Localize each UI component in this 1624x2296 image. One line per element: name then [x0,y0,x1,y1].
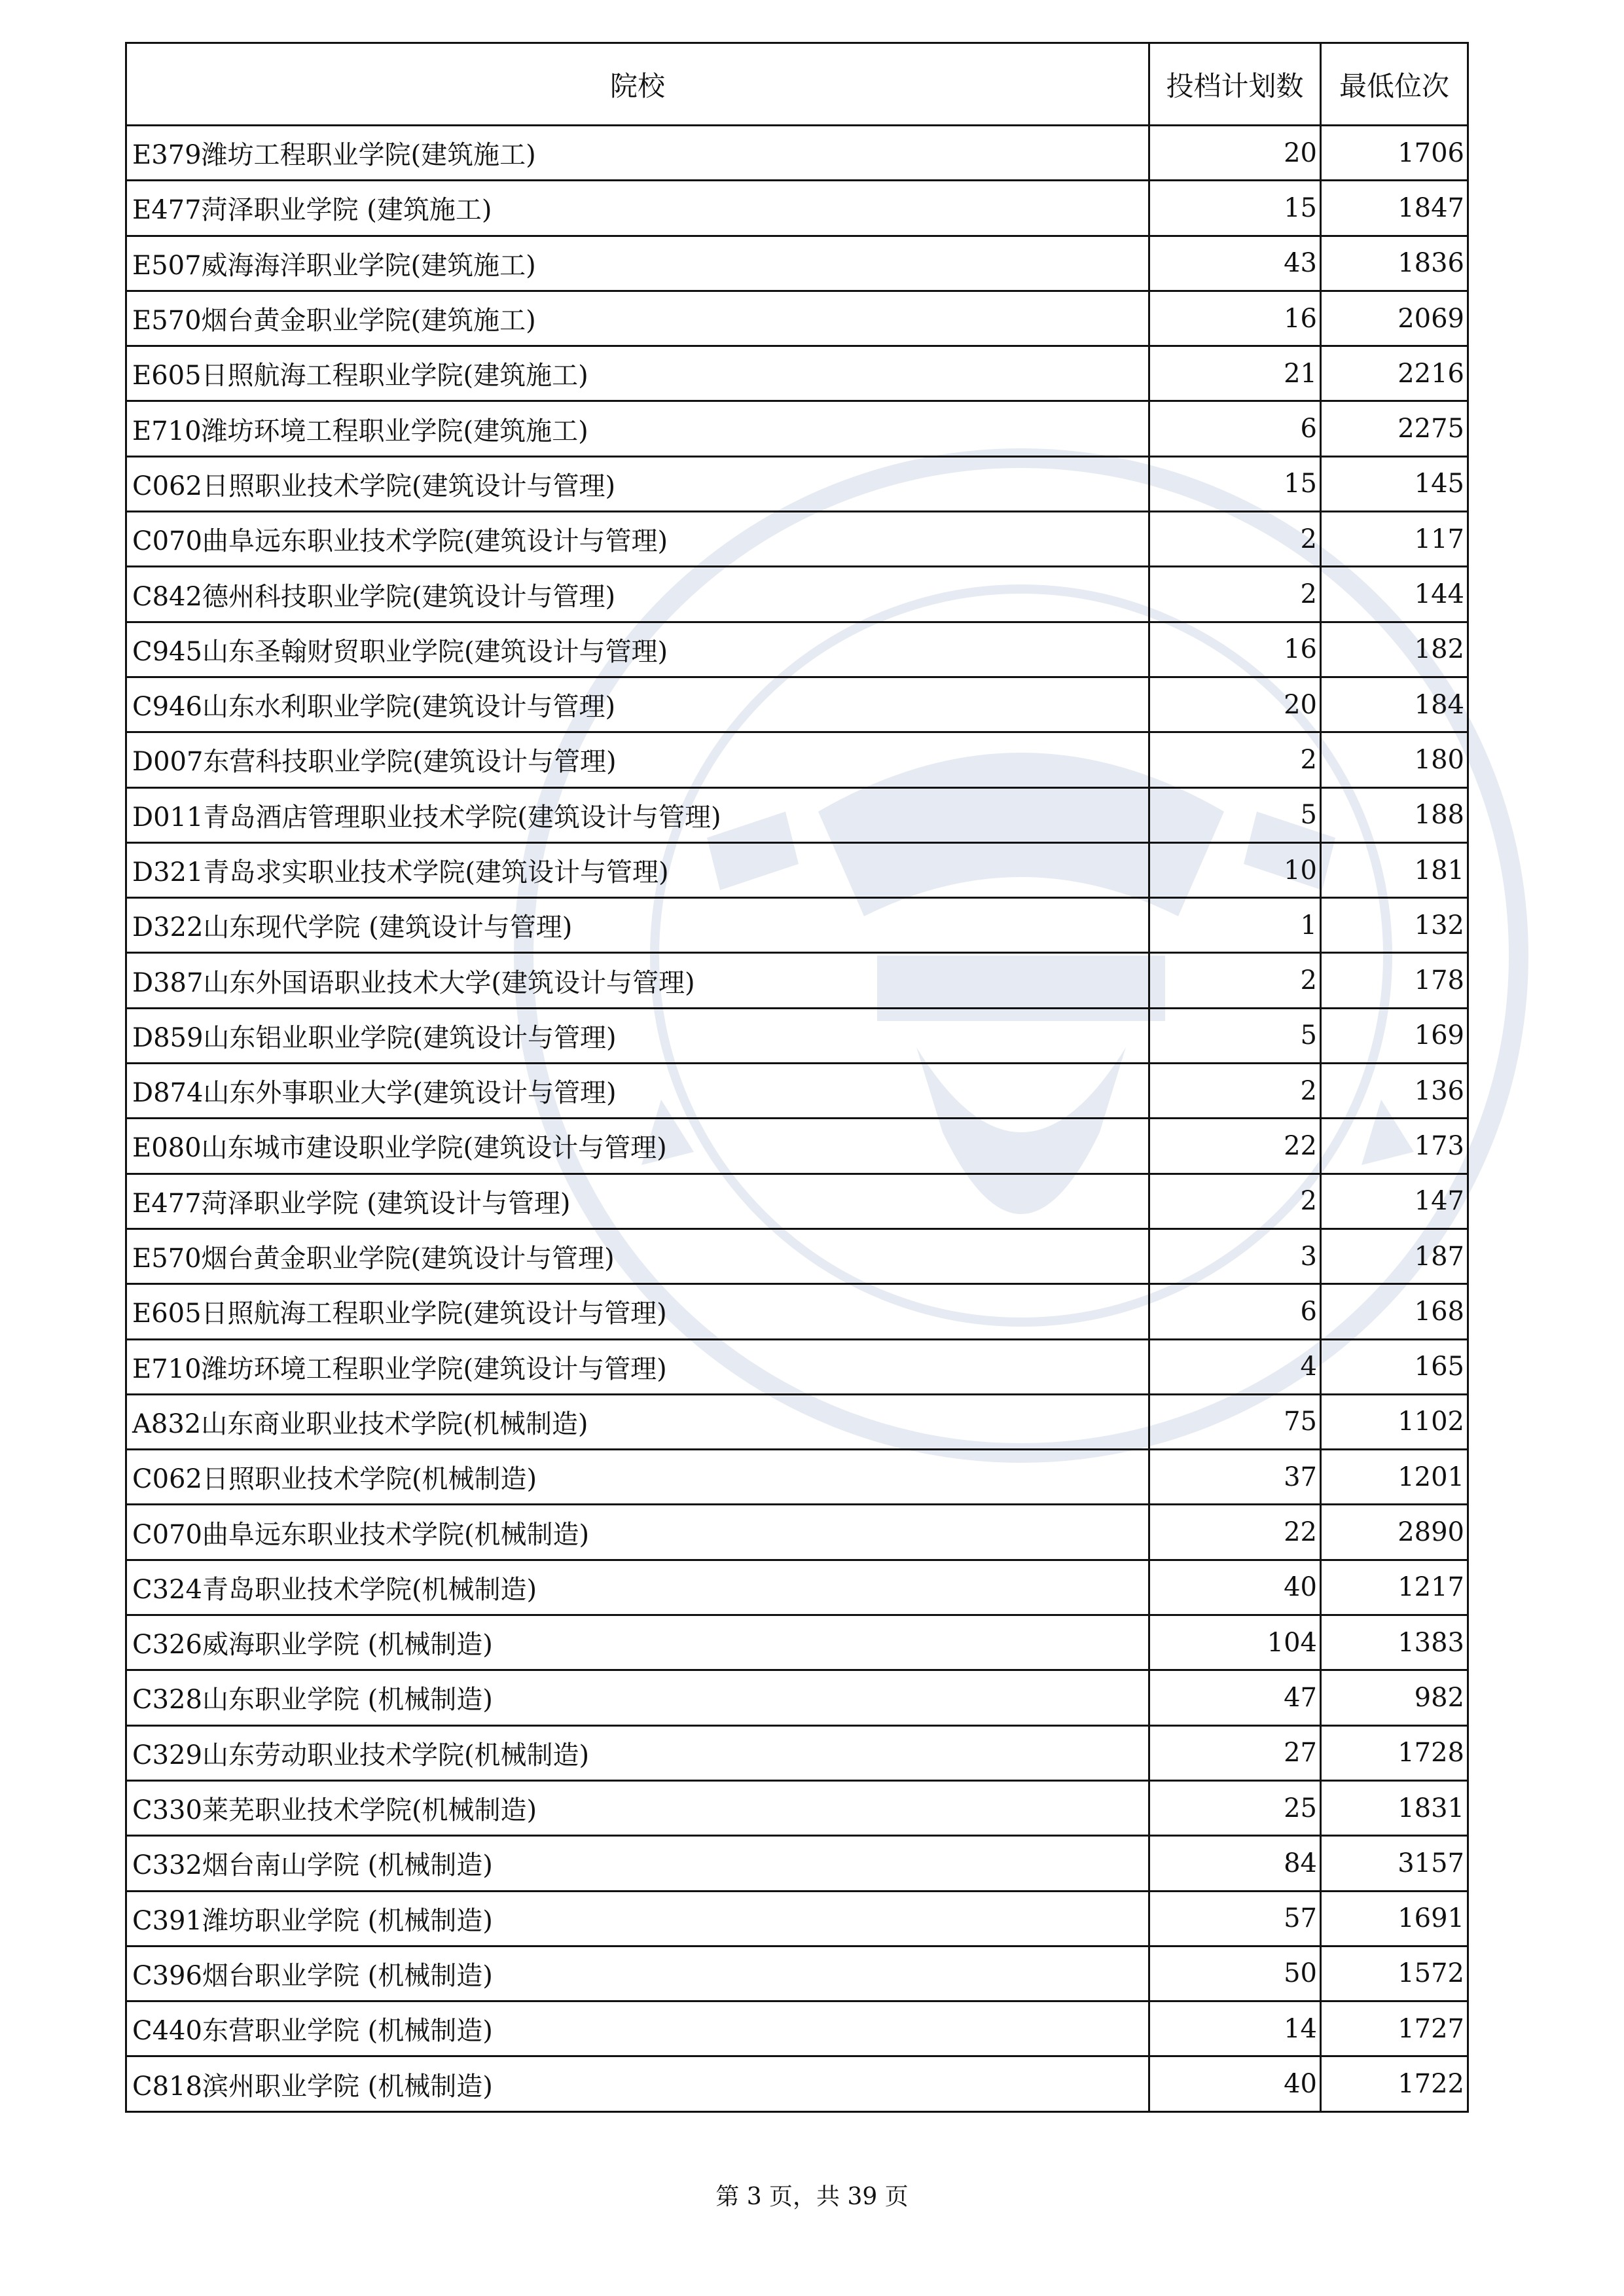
plan-count-cell: 47 [1149,1670,1321,1725]
school-name-cell: E477菏泽职业学院 (建筑施工) [126,181,1149,236]
plan-count-cell: 20 [1149,126,1321,181]
min-rank-cell: 132 [1321,898,1468,953]
school-name-cell: D321青岛求实职业技术学院(建筑设计与管理) [126,842,1149,897]
table-row [126,181,1468,236]
plan-count-cell: 15 [1149,456,1321,511]
plan-count-cell: 43 [1149,236,1321,291]
min-rank-cell: 169 [1321,1008,1468,1063]
school-name-cell: E080山东城市建设职业学院(建筑设计与管理) [126,1119,1149,1174]
table-row [126,512,1468,567]
table-header-row [126,43,1468,126]
school-name-cell: D874山东外事职业大学(建筑设计与管理) [126,1064,1149,1119]
plan-count-cell: 40 [1149,2056,1321,2111]
table-row [126,1560,1468,1615]
min-rank-cell: 1102 [1321,1394,1468,1449]
admission-table-container [125,42,1467,2113]
plan-count-cell: 2 [1149,512,1321,567]
plan-count-cell: 25 [1149,1780,1321,1835]
table-row [126,1891,1468,1946]
min-rank-cell: 1831 [1321,1780,1468,1835]
plan-count-cell: 4 [1149,1339,1321,1394]
min-rank-cell: 145 [1321,456,1468,511]
school-name-cell: D322山东现代学院 (建筑设计与管理) [126,898,1149,953]
plan-count-cell: 6 [1149,1284,1321,1339]
min-rank-cell: 1836 [1321,236,1468,291]
school-name-cell: C396烟台职业学院 (机械制造) [126,1946,1149,2001]
plan-count-cell: 2 [1149,1064,1321,1119]
school-name-cell: C946山东水利职业学院(建筑设计与管理) [126,677,1149,732]
min-rank-cell: 188 [1321,787,1468,842]
plan-count-cell: 21 [1149,346,1321,401]
school-name-cell: C062日照职业技术学院(机械制造) [126,1450,1149,1505]
table-row [126,953,1468,1008]
plan-count-cell: 3 [1149,1229,1321,1283]
plan-count-cell: 22 [1149,1119,1321,1174]
table-row [126,1119,1468,1174]
plan-count-cell: 5 [1149,1008,1321,1063]
table-row [126,1780,1468,1835]
school-name-cell: E570烟台黄金职业学院(建筑施工) [126,291,1149,346]
table-row [126,1450,1468,1505]
school-name-cell: E605日照航海工程职业学院(建筑施工) [126,346,1149,401]
plan-count-cell: 50 [1149,1946,1321,2001]
table-row [126,2056,1468,2111]
plan-count-cell: 10 [1149,842,1321,897]
min-rank-cell: 144 [1321,567,1468,622]
table-row [126,1505,1468,1560]
min-rank-cell: 187 [1321,1229,1468,1283]
plan-count-cell: 16 [1149,291,1321,346]
plan-count-cell: 27 [1149,1725,1321,1780]
table-row [126,1394,1468,1449]
school-name-cell: C329山东劳动职业技术学院(机械制造) [126,1725,1149,1780]
plan-count-cell: 1 [1149,898,1321,953]
plan-count-cell: 5 [1149,787,1321,842]
header-min-rank: 最低位次 [1321,43,1468,126]
plan-count-cell: 22 [1149,1505,1321,1560]
min-rank-cell: 2216 [1321,346,1468,401]
school-name-cell: C391潍坊职业学院 (机械制造) [126,1891,1149,1946]
plan-count-cell: 37 [1149,1450,1321,1505]
plan-count-cell: 14 [1149,2001,1321,2056]
table-row [126,842,1468,897]
table-row [126,1229,1468,1283]
plan-count-cell: 2 [1149,567,1321,622]
min-rank-cell: 1728 [1321,1725,1468,1780]
min-rank-cell: 165 [1321,1339,1468,1394]
school-name-cell: A832山东商业职业技术学院(机械制造) [126,1394,1149,1449]
school-name-cell: C070曲阜远东职业技术学院(机械制造) [126,1505,1149,1560]
min-rank-cell: 2275 [1321,401,1468,456]
school-name-cell: C324青岛职业技术学院(机械制造) [126,1560,1149,1615]
table-row [126,1946,1468,2001]
min-rank-cell: 184 [1321,677,1468,732]
school-name-cell: D387山东外国语职业技术大学(建筑设计与管理) [126,953,1149,1008]
table-row [126,1008,1468,1063]
plan-count-cell: 16 [1149,622,1321,677]
school-name-cell: E605日照航海工程职业学院(建筑设计与管理) [126,1284,1149,1339]
min-rank-cell: 147 [1321,1174,1468,1229]
school-name-cell: C326威海职业学院 (机械制造) [126,1615,1149,1670]
min-rank-cell: 178 [1321,953,1468,1008]
admission-table [125,42,1469,2113]
school-name-cell: D007东营科技职业学院(建筑设计与管理) [126,732,1149,787]
header-school: 院校 [126,43,1149,126]
plan-count-cell: 104 [1149,1615,1321,1670]
min-rank-cell: 2069 [1321,291,1468,346]
school-name-cell: C328山东职业学院 (机械制造) [126,1670,1149,1725]
min-rank-cell: 1691 [1321,1891,1468,1946]
plan-count-cell: 6 [1149,401,1321,456]
table-row [126,1174,1468,1229]
table-row [126,1284,1468,1339]
table-row [126,456,1468,511]
school-name-cell: C332烟台南山学院 (机械制造) [126,1836,1149,1891]
school-name-cell: C440东营职业学院 (机械制造) [126,2001,1149,2056]
table-row [126,1064,1468,1119]
table-row [126,1339,1468,1394]
school-name-cell: E477菏泽职业学院 (建筑设计与管理) [126,1174,1149,1229]
header-plan-count: 投档计划数 [1149,43,1321,126]
school-name-cell: C945山东圣翰财贸职业学院(建筑设计与管理) [126,622,1149,677]
min-rank-cell: 1217 [1321,1560,1468,1615]
min-rank-cell: 1201 [1321,1450,1468,1505]
min-rank-cell: 1727 [1321,2001,1468,2056]
school-name-cell: E570烟台黄金职业学院(建筑设计与管理) [126,1229,1149,1283]
table-row [126,236,1468,291]
table-row [126,898,1468,953]
min-rank-cell: 3157 [1321,1836,1468,1891]
min-rank-cell: 181 [1321,842,1468,897]
school-name-cell: C070曲阜远东职业技术学院(建筑设计与管理) [126,512,1149,567]
plan-count-cell: 20 [1149,677,1321,732]
min-rank-cell: 2890 [1321,1505,1468,1560]
table-row [126,1725,1468,1780]
plan-count-cell: 40 [1149,1560,1321,1615]
table-row [126,732,1468,787]
school-name-cell: D859山东铝业职业学院(建筑设计与管理) [126,1008,1149,1063]
min-rank-cell: 982 [1321,1670,1468,1725]
min-rank-cell: 1722 [1321,2056,1468,2111]
school-name-cell: C818滨州职业学院 (机械制造) [126,2056,1149,2111]
table-row [126,126,1468,181]
table-row [126,291,1468,346]
plan-count-cell: 2 [1149,953,1321,1008]
table-row [126,567,1468,622]
min-rank-cell: 182 [1321,622,1468,677]
page-number-footer: 第 3 页，共 39 页 [715,2183,909,2210]
plan-count-cell: 2 [1149,1174,1321,1229]
min-rank-cell: 168 [1321,1284,1468,1339]
min-rank-cell: 173 [1321,1119,1468,1174]
school-name-cell: D011青岛酒店管理职业技术学院(建筑设计与管理) [126,787,1149,842]
min-rank-cell: 136 [1321,1064,1468,1119]
plan-count-cell: 15 [1149,181,1321,236]
min-rank-cell: 1706 [1321,126,1468,181]
table-row [126,787,1468,842]
table-row [126,1615,1468,1670]
table-body [126,126,1468,2112]
school-name-cell: E710潍坊环境工程职业学院(建筑施工) [126,401,1149,456]
school-name-cell: C062日照职业技术学院(建筑设计与管理) [126,456,1149,511]
school-name-cell: E710潍坊环境工程职业学院(建筑设计与管理) [126,1339,1149,1394]
plan-count-cell: 57 [1149,1891,1321,1946]
table-row [126,1836,1468,1891]
min-rank-cell: 117 [1321,512,1468,567]
school-name-cell: E379潍坊工程职业学院(建筑施工) [126,126,1149,181]
table-row [126,1670,1468,1725]
table-row [126,677,1468,732]
plan-count-cell: 2 [1149,732,1321,787]
school-name-cell: C842德州科技职业学院(建筑设计与管理) [126,567,1149,622]
table-row [126,622,1468,677]
plan-count-cell: 75 [1149,1394,1321,1449]
plan-count-cell: 84 [1149,1836,1321,1891]
table-row [126,2001,1468,2056]
table-row [126,401,1468,456]
min-rank-cell: 1847 [1321,181,1468,236]
min-rank-cell: 1383 [1321,1615,1468,1670]
table-row [126,346,1468,401]
school-name-cell: E507威海海洋职业学院(建筑施工) [126,236,1149,291]
min-rank-cell: 1572 [1321,1946,1468,2001]
school-name-cell: C330莱芜职业技术学院(机械制造) [126,1780,1149,1835]
min-rank-cell: 180 [1321,732,1468,787]
